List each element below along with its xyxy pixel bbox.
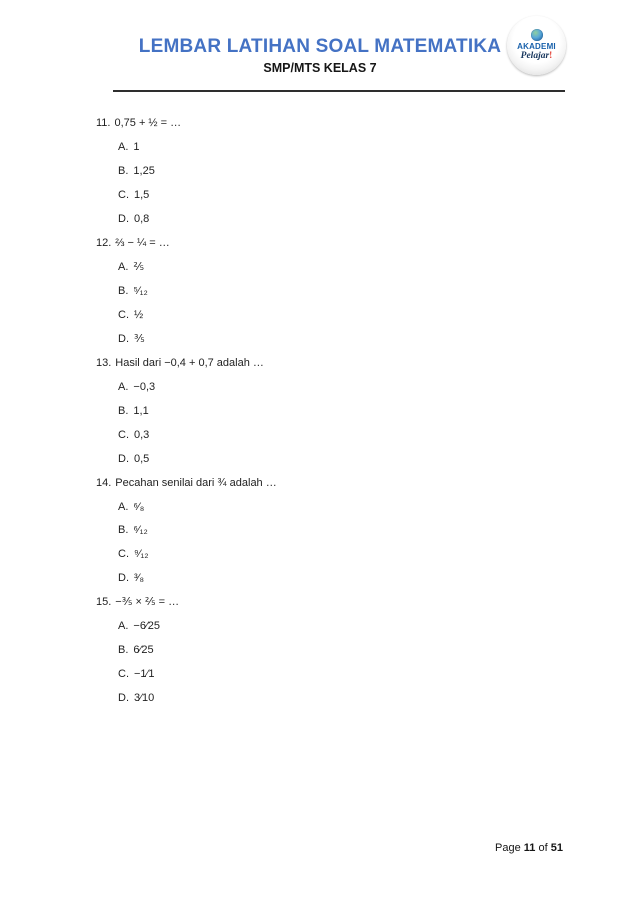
option-text: 3⁄10 [134, 692, 155, 705]
option-label: C. [118, 188, 129, 201]
question-block [96, 477, 640, 586]
option-text: −0,3 [133, 380, 156, 393]
logo-pelajar-word: Pelajar [520, 51, 550, 62]
question-line [96, 596, 640, 609]
option-text: 1,1 [133, 404, 149, 417]
option-text: ⁶⁄₁₂ [133, 524, 148, 537]
option-row [96, 165, 640, 178]
option-text: 6⁄25 [133, 644, 154, 657]
question-block [96, 117, 640, 226]
logo-text-pelajar [521, 51, 553, 61]
option-text: 0,5 [134, 452, 150, 465]
option-text: ⅖ [133, 260, 145, 273]
logo-text-akademi: AKADEMI [517, 42, 556, 52]
page-title: LEMBAR LATIHAN SOAL MATEMATIKA [138, 36, 502, 57]
option-text: ⁹⁄₁₂ [134, 548, 149, 561]
option-label: C. [118, 548, 129, 561]
option-label: B. [118, 164, 129, 177]
question-block [96, 596, 640, 705]
question-list [0, 117, 640, 705]
question-text: ⅔ − ¼ = … [115, 236, 170, 249]
option-row [96, 189, 640, 202]
option-row [96, 548, 640, 561]
question-number: 13. [96, 356, 112, 369]
option-label: A. [118, 260, 129, 273]
option-row [96, 381, 640, 394]
globe-icon [531, 29, 543, 41]
option-text: −1⁄1 [134, 668, 155, 681]
option-row [96, 285, 640, 298]
logo-exclamation: ! [549, 51, 553, 62]
option-row [96, 572, 640, 585]
option-text: 1,5 [134, 188, 150, 201]
footer-of: of [538, 842, 548, 854]
option-label: B. [118, 524, 129, 537]
page-subtitle: SMP/MTS KELAS 7 [263, 61, 377, 75]
question-text: 0,75 + ½ = … [114, 117, 182, 129]
option-row [96, 692, 640, 705]
option-row [96, 429, 640, 442]
footer-page-number: 11 [523, 842, 536, 854]
question-block [96, 237, 640, 346]
question-text: Pecahan senilai dari ¾ adalah … [115, 476, 277, 489]
question-number: 15. [96, 596, 112, 609]
question-line [96, 237, 640, 250]
question-text: Hasil dari −0,4 + 0,7 adalah … [115, 356, 264, 369]
footer-total-pages: 51 [550, 842, 563, 854]
option-text: ⁶⁄₈ [133, 500, 145, 513]
header-divider [113, 90, 565, 92]
question-line [96, 477, 640, 490]
option-label: B. [118, 644, 129, 657]
option-row [96, 453, 640, 466]
option-text: 1,25 [133, 164, 155, 177]
option-row [96, 644, 640, 657]
option-text: 0,3 [134, 428, 150, 441]
option-text: ³⁄₈ [134, 572, 145, 585]
option-text: ⁵⁄₁₂ [133, 284, 148, 297]
option-row [96, 668, 640, 681]
option-row [96, 141, 640, 154]
option-label: B. [118, 404, 129, 417]
option-row [96, 333, 640, 346]
question-line [96, 357, 640, 370]
option-text: ⅗ [134, 332, 145, 345]
option-label: A. [118, 500, 129, 513]
option-label: D. [118, 692, 129, 705]
option-label: D. [118, 572, 129, 585]
option-row [96, 405, 640, 418]
option-label: C. [118, 428, 129, 441]
option-text: −6⁄25 [133, 620, 161, 633]
question-block [96, 357, 640, 466]
option-row [96, 213, 640, 226]
option-label: A. [118, 380, 129, 393]
option-row [96, 501, 640, 514]
akademi-pelajar-logo [507, 16, 566, 75]
option-label: B. [118, 284, 129, 297]
footer-prefix: Page [495, 842, 521, 854]
option-label: A. [118, 140, 129, 153]
option-row [96, 620, 640, 633]
option-label: A. [118, 620, 129, 633]
option-text: 0,8 [134, 212, 150, 225]
option-label: D. [118, 332, 129, 345]
option-row [96, 524, 640, 537]
option-row [96, 309, 640, 322]
question-text: −⅗ × ⅖ = … [115, 596, 180, 609]
option-text: ½ [134, 308, 144, 321]
option-label: D. [118, 452, 129, 465]
option-label: C. [118, 668, 129, 681]
question-number: 14. [96, 476, 112, 489]
question-number: 12. [96, 236, 112, 249]
option-label: D. [118, 212, 129, 225]
option-label: C. [118, 308, 129, 321]
option-text: 1 [133, 140, 140, 153]
question-number: 11. [96, 117, 111, 129]
page-footer [495, 842, 563, 854]
question-line [96, 117, 640, 130]
option-row [96, 261, 640, 274]
